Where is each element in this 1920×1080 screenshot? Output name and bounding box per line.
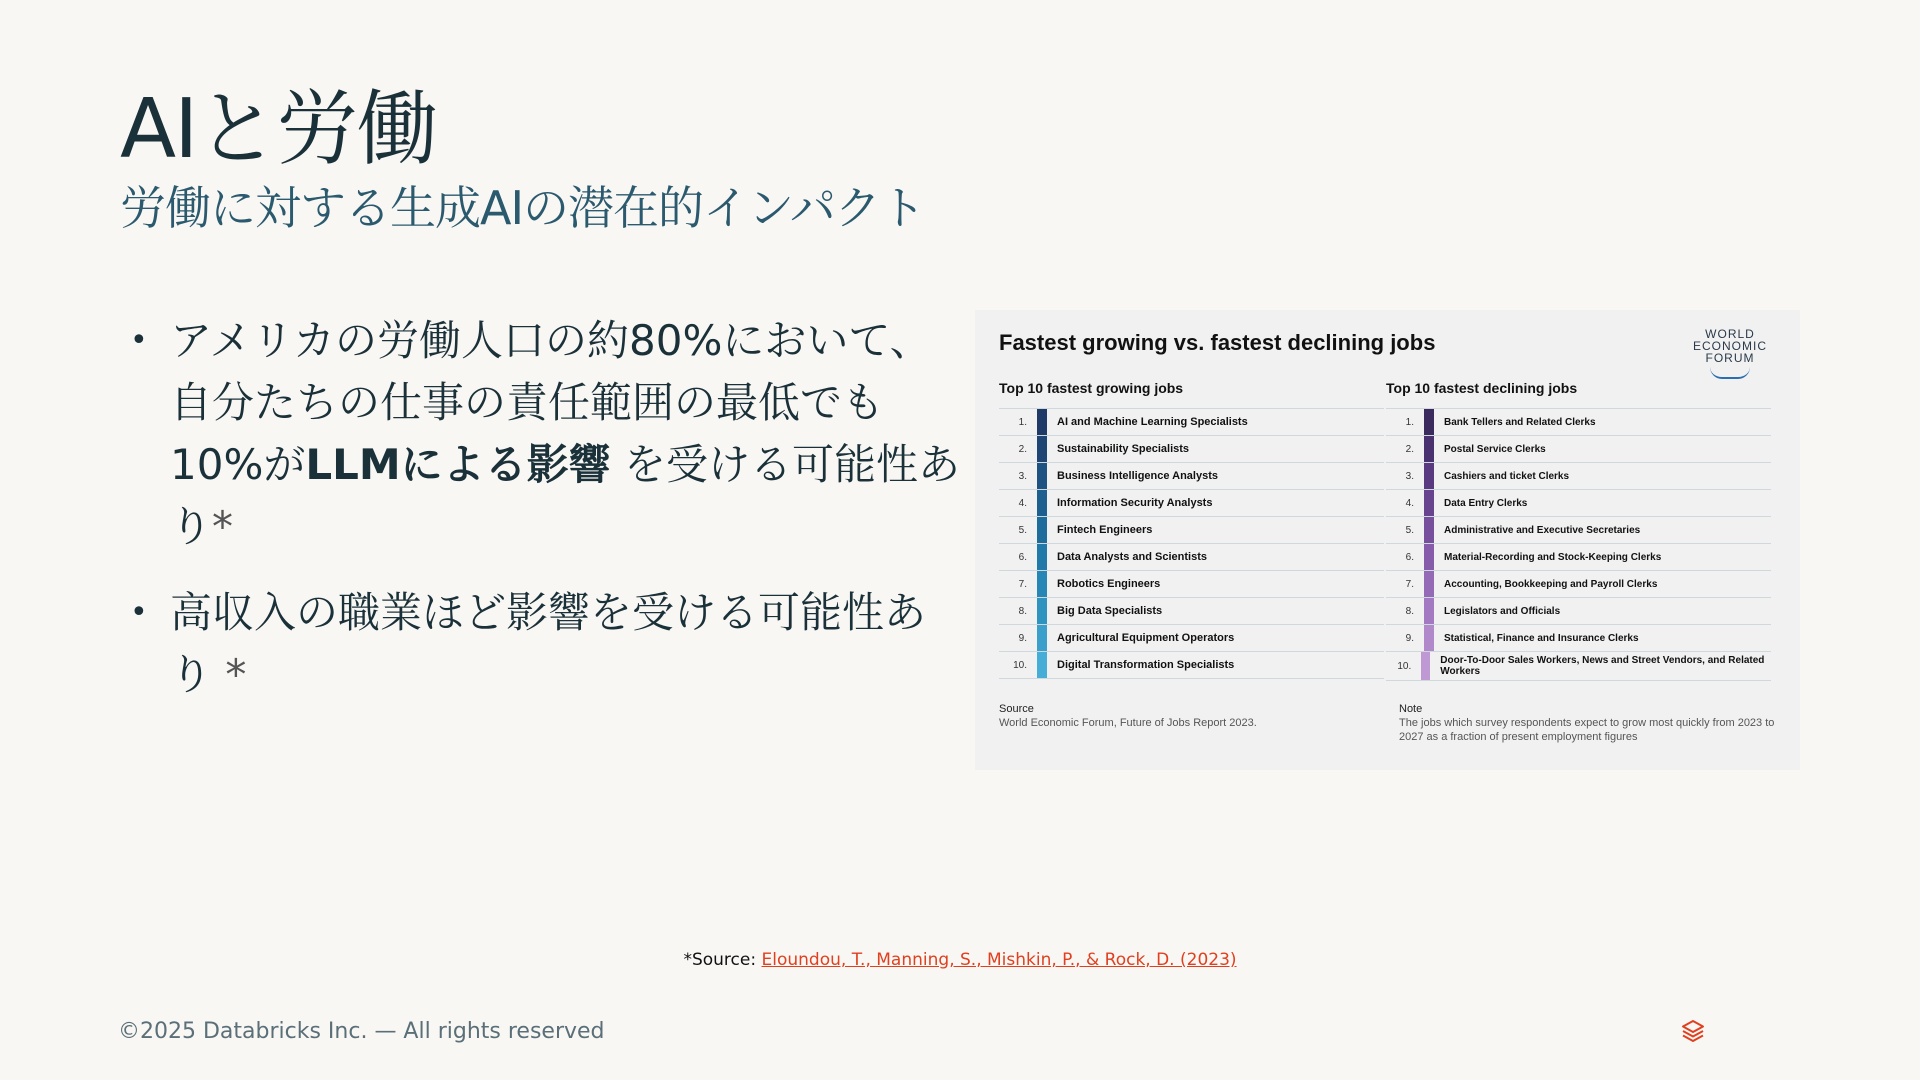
growing-job-row <box>999 463 1384 490</box>
rank-color-bar <box>1037 463 1047 489</box>
job-title: Agricultural Equipment Operators <box>1057 631 1235 644</box>
growing-job-row <box>999 409 1384 436</box>
job-title: Business Intelligence Analysts <box>1057 469 1218 482</box>
growing-job-row <box>999 544 1384 571</box>
bullet-list <box>124 310 964 730</box>
job-rank: 3. <box>1018 470 1027 482</box>
figure-source-label: Source <box>999 703 1034 715</box>
job-title: Statistical, Finance and Insurance Clerks <box>1444 632 1639 644</box>
declining-job-row <box>1386 490 1771 517</box>
growing-job-row <box>999 652 1384 679</box>
declining-jobs-column <box>1386 380 1771 681</box>
job-rank: 8. <box>1405 605 1414 617</box>
growing-job-row <box>999 598 1384 625</box>
wef-jobs-figure <box>975 310 1800 770</box>
declining-job-row <box>1386 652 1771 681</box>
declining-job-row <box>1386 544 1771 571</box>
growing-jobs-heading: Top 10 fastest growing jobs <box>999 380 1184 396</box>
declining-job-row <box>1386 625 1771 652</box>
declining-job-row <box>1386 409 1771 436</box>
job-title: Robotics Engineers <box>1057 577 1161 590</box>
figure-title: Fastest growing vs. fastest declining jobs <box>999 330 1436 355</box>
job-title: Bank Tellers and Related Clerks <box>1444 416 1596 428</box>
rank-color-bar <box>1424 490 1434 516</box>
figure-source <box>999 702 1359 730</box>
job-title: Cashiers and ticket Clerks <box>1444 470 1570 482</box>
citation-link[interactable]: Eloundou, T., Manning, S., Mishkin, P., & Rock, D. (2023) <box>761 950 1237 970</box>
job-title: Big Data Specialists <box>1057 604 1163 617</box>
bullet-dot-icon: • <box>130 595 148 630</box>
job-rank: 9. <box>1405 632 1414 644</box>
job-title: AI and Machine Learning Specialists <box>1057 415 1248 428</box>
bullet-emphasis: LLMによる影響 <box>305 440 611 489</box>
figure-note <box>1399 702 1779 744</box>
rank-color-bar <box>1037 544 1047 570</box>
rank-color-bar <box>1037 490 1047 516</box>
job-title: Door-To-Door Sales Workers, News and Street Vendors, and Related Workers <box>1440 655 1765 677</box>
rank-color-bar <box>1424 598 1434 624</box>
job-rank: 10. <box>1013 659 1027 671</box>
rank-color-bar <box>1037 652 1047 678</box>
declining-job-row <box>1386 517 1771 544</box>
job-rank: 7. <box>1018 578 1027 590</box>
job-rank: 6. <box>1018 551 1027 563</box>
declining-jobs-list <box>1386 408 1771 681</box>
rank-color-bar <box>1424 517 1434 543</box>
rank-color-bar <box>1424 544 1434 570</box>
declining-jobs-heading: Top 10 fastest declining jobs <box>1386 380 1578 396</box>
growing-job-row <box>999 517 1384 544</box>
footnote-marker: * <box>212 650 247 699</box>
job-title: Digital Transformation Specialists <box>1057 658 1235 671</box>
job-title: Sustainability Specialists <box>1057 442 1190 455</box>
rank-color-bar <box>1037 409 1047 435</box>
bullet-item <box>124 310 964 558</box>
job-title: Data Entry Clerks <box>1444 497 1528 509</box>
citation <box>0 950 1920 970</box>
bullet-text: アメリカの労働人口の約80%において、自分たちの仕事の責任範囲の最低でも10%が <box>170 316 932 489</box>
growing-job-row <box>999 436 1384 463</box>
job-rank: 1. <box>1405 416 1414 428</box>
declining-job-row <box>1386 463 1771 490</box>
figure-note-label: Note <box>1399 703 1423 715</box>
job-title: Postal Service Clerks <box>1444 443 1546 455</box>
job-rank: 8. <box>1018 605 1027 617</box>
job-rank: 5. <box>1018 524 1027 536</box>
job-rank: 7. <box>1405 578 1414 590</box>
wef-logo-text: ECONOMIC <box>1693 339 1767 353</box>
job-rank: 4. <box>1018 497 1027 509</box>
job-rank: 2. <box>1018 443 1027 455</box>
declining-job-row <box>1386 571 1771 598</box>
footnote-marker: * <box>212 502 234 551</box>
bullet-item <box>124 582 964 706</box>
rank-color-bar <box>1424 463 1434 489</box>
declining-job-row <box>1386 436 1771 463</box>
rank-color-bar <box>1037 625 1047 651</box>
figure-source-text: World Economic Forum, Future of Jobs Report 2023. <box>999 717 1257 729</box>
wef-logo-text: FORUM <box>1705 351 1755 365</box>
declining-job-row <box>1386 598 1771 625</box>
job-rank: 6. <box>1405 551 1414 563</box>
job-rank: 3. <box>1405 470 1414 482</box>
bullet-text: 高収入の職業ほど影響を受ける可能性あり <box>170 588 927 699</box>
rank-color-bar <box>1037 517 1047 543</box>
rank-color-bar <box>1037 598 1047 624</box>
slide-title: AIと労働 <box>120 82 437 177</box>
job-title: Legislators and Officials <box>1444 605 1561 617</box>
job-rank: 1. <box>1018 416 1027 428</box>
figure-note-text: The jobs which survey respondents expect to grow most quickly from 2023 to 2027 as a fraction of present employment figures <box>1399 717 1775 743</box>
wef-logo-arc-icon <box>1710 367 1750 379</box>
citation-prefix: *Source: <box>683 950 762 970</box>
growing-jobs-column <box>999 380 1384 679</box>
databricks-logo-icon <box>1680 1018 1706 1044</box>
job-rank: 5. <box>1405 524 1414 536</box>
rank-color-bar <box>1037 571 1047 597</box>
growing-job-row <box>999 571 1384 598</box>
bullet-text-tail: を受ける可能性あり <box>170 440 961 551</box>
growing-jobs-list <box>999 408 1384 679</box>
rank-color-bar <box>1424 436 1434 462</box>
growing-job-row <box>999 490 1384 517</box>
rank-color-bar <box>1421 652 1430 680</box>
job-title: Accounting, Bookkeeping and Payroll Clerks <box>1444 578 1658 590</box>
bullet-dot-icon: • <box>130 323 148 358</box>
job-rank: 9. <box>1018 632 1027 644</box>
job-title: Information Security Analysts <box>1057 496 1213 509</box>
job-rank: 2. <box>1405 443 1414 455</box>
growing-job-row <box>999 625 1384 652</box>
wef-logo-text: WORLD <box>1705 327 1755 341</box>
rank-color-bar <box>1037 436 1047 462</box>
job-rank: 10. <box>1397 660 1412 672</box>
rank-color-bar <box>1424 625 1434 651</box>
copyright-footer: ©2025 Databricks Inc. — All rights reserved <box>118 1019 605 1044</box>
job-title: Material-Recording and Stock-Keeping Clerks <box>1444 551 1662 563</box>
job-rank: 4. <box>1405 497 1414 509</box>
slide-subtitle: 労働に対する生成AIの潜在的インパクト <box>120 181 925 235</box>
wef-logo-icon <box>1685 328 1775 379</box>
rank-color-bar <box>1424 409 1434 435</box>
job-title: Fintech Engineers <box>1057 523 1153 536</box>
job-title: Data Analysts and Scientists <box>1057 550 1207 563</box>
job-title: Administrative and Executive Secretaries <box>1444 524 1641 536</box>
rank-color-bar <box>1424 571 1434 597</box>
